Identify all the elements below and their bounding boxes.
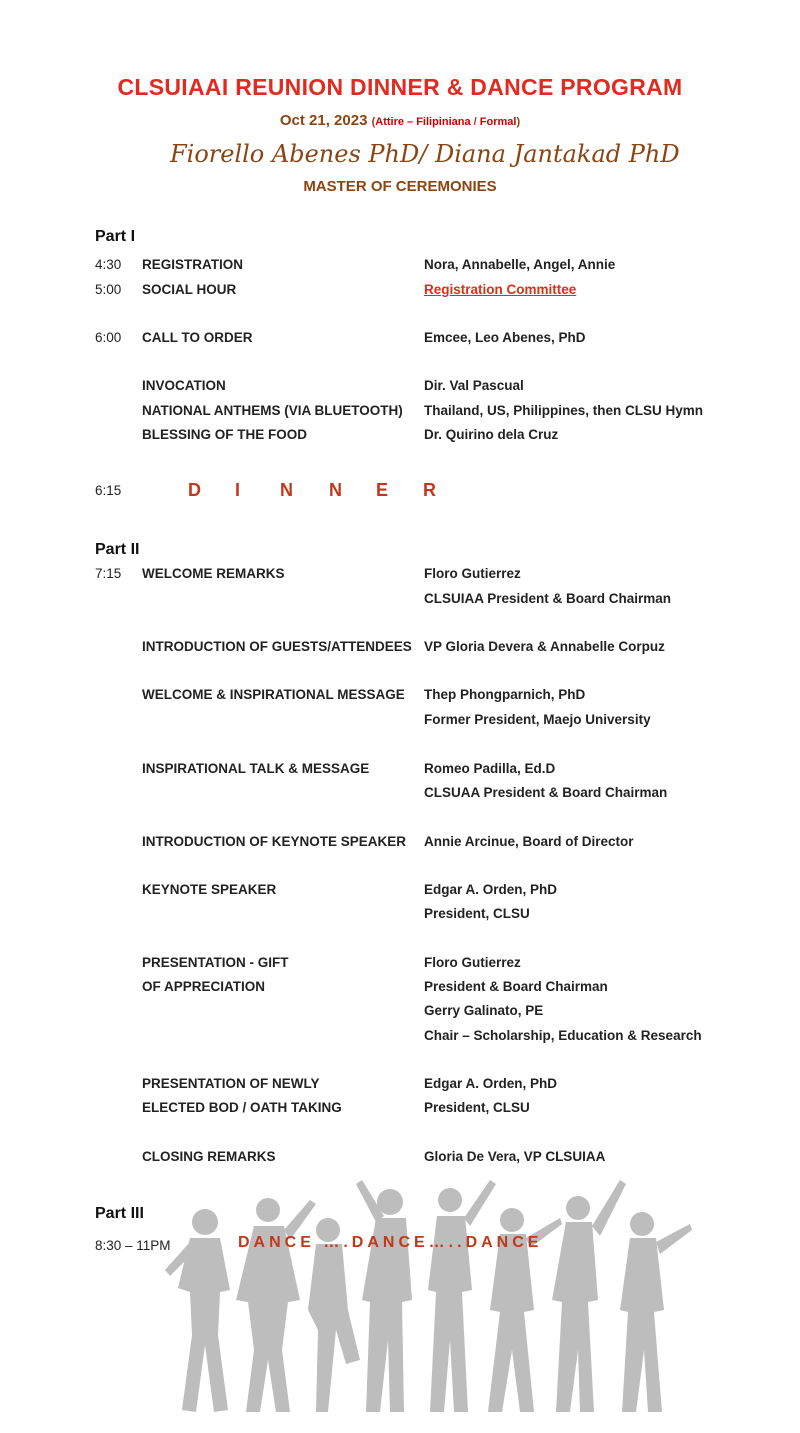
agenda-item: INVOCATION — [142, 378, 226, 393]
program-title: CLSUIAAI REUNION DINNER & DANCE PROGRAM — [117, 74, 683, 100]
assigned-person: Floro Gutierrez — [424, 955, 521, 970]
assigned-person: Thailand, US, Philippines, then CLSU Hymn — [424, 403, 704, 418]
attire-filipiniana: Attire – Filipiniana — [375, 116, 471, 128]
agenda-item: CALL TO ORDER — [142, 330, 253, 345]
assigned-person: Floro Gutierrez — [424, 566, 521, 581]
agenda-item: INTRODUCTION OF KEYNOTE SPEAKER — [142, 834, 407, 849]
time-label: 7:15 — [95, 566, 122, 581]
attire-separator: / — [470, 116, 480, 128]
agenda-item: REGISTRATION — [142, 257, 243, 272]
part-1-heading: Part I — [95, 228, 136, 245]
assigned-person: Dir. Val Pascual — [424, 378, 524, 393]
assigned-person: Emcee, Leo Abenes, PhD — [424, 330, 586, 345]
assigned-person-role: President, CLSU — [424, 1100, 530, 1115]
assigned-person: Edgar A. Orden, PhD — [424, 1076, 558, 1091]
time-label: 6:15 — [95, 483, 122, 498]
dinner-letter: N — [280, 480, 293, 500]
attire-formal: Formal — [479, 116, 517, 128]
time-label: 4:30 — [95, 257, 122, 272]
agenda-item: PRESENTATION - GIFT — [142, 955, 289, 970]
agenda-item: KEYNOTE SPEAKER — [142, 882, 277, 897]
dance-banner: DANCE ….DANCE…..DANCE — [238, 1234, 543, 1251]
agenda-item: WELCOME REMARKS — [142, 566, 285, 581]
part-3-heading: Part III — [95, 1205, 144, 1222]
assigned-person-role: CLSUAA President & Board Chairman — [424, 785, 668, 800]
agenda-item-cont: OF APPRECIATION — [142, 979, 266, 994]
time-label: 5:00 — [95, 282, 122, 297]
time-label: 6:00 — [95, 330, 122, 345]
part-2-heading: Part II — [95, 541, 140, 558]
masters-of-ceremonies-names: Fiorello Abenes PhD/ Diana Jantakad PhD — [170, 140, 680, 168]
event-date: Oct 21, 2023 — [279, 112, 368, 129]
agenda-item: PRESENTATION OF NEWLY — [142, 1076, 320, 1091]
agenda-item: BLESSING OF THE FOOD — [142, 427, 308, 442]
event-date-line — [0, 112, 800, 129]
dinner-letter: I — [235, 480, 241, 500]
agenda-item: WELCOME & INSPIRATIONAL MESSAGE — [142, 687, 405, 702]
assigned-person: Edgar A. Orden, PhD — [424, 882, 558, 897]
agenda-item-cont: ELECTED BOD / OATH TAKING — [142, 1100, 342, 1115]
dancers-silhouette-image — [150, 1160, 710, 1420]
registration-committee-link[interactable]: Registration Committee — [424, 282, 577, 297]
agenda-item: NATIONAL ANTHEMS (VIA BLUETOOTH) — [142, 403, 403, 418]
agenda-item: INSPIRATIONAL TALK & MESSAGE — [142, 761, 370, 776]
time-label: 8:30 – 11PM — [95, 1238, 171, 1253]
agenda-item: CLOSING REMARKS — [142, 1149, 276, 1164]
assigned-person-role: President, CLSU — [424, 906, 530, 921]
assigned-person: Gloria De Vera, VP CLSUIAA — [424, 1149, 606, 1164]
dinner-letter: E — [376, 480, 389, 500]
agenda-item: INTRODUCTION OF GUESTS/ATTENDEES — [142, 639, 412, 654]
assigned-person: Nora, Annabelle, Angel, Annie — [424, 257, 616, 272]
assigned-person-role: CLSUIAA President & Board Chairman — [424, 591, 672, 606]
assigned-person-role: Chair – Scholarship, Education & Research — [424, 1028, 702, 1043]
dinner-letter: R — [423, 480, 436, 500]
assigned-person: Dr. Quirino dela Cruz — [424, 427, 559, 442]
attire-close: ) — [516, 116, 521, 128]
dinner-letter: D — [188, 480, 201, 500]
assigned-person-role: President & Board Chairman — [424, 979, 608, 994]
assigned-person-role: Former President, Maejo University — [424, 712, 651, 727]
dinner-letter: N — [329, 480, 342, 500]
assigned-person: VP Gloria Devera & Annabelle Corpuz — [424, 639, 665, 654]
masters-of-ceremonies-label: MASTER OF CEREMONIES — [303, 178, 497, 195]
assigned-person: Romeo Padilla, Ed.D — [424, 761, 556, 776]
assigned-person: Thep Phongparnich, PhD — [424, 687, 586, 702]
assigned-person: Gerry Galinato, PE — [424, 1003, 544, 1018]
agenda-item: SOCIAL HOUR — [142, 282, 237, 297]
assigned-person: Annie Arcinue, Board of Director — [424, 834, 634, 849]
attire-open: ( — [371, 116, 376, 128]
